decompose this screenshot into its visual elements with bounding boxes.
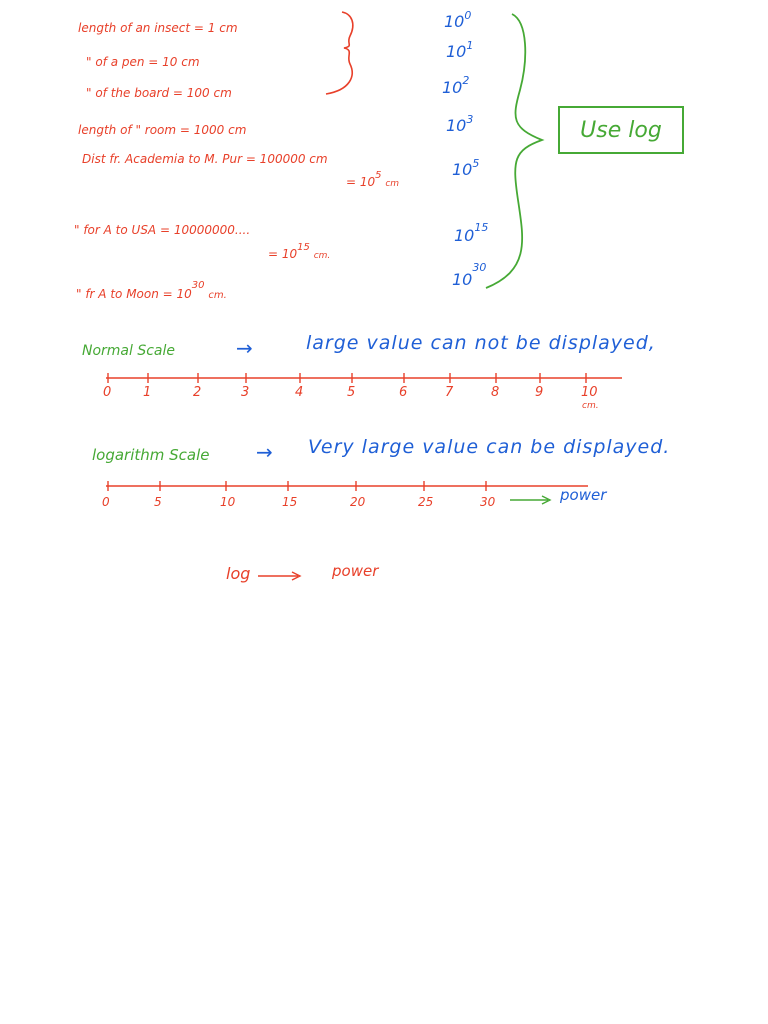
log-tick-label: 10 [220, 495, 236, 509]
row-pen-text: " of a pen = 10 cm [86, 55, 200, 69]
normal-tick-label: 1 [143, 385, 152, 400]
red-brace [326, 12, 353, 94]
normal-scale-arrow: → [236, 336, 253, 360]
normal-tick-label: 4 [295, 385, 304, 400]
log-tick-label: 25 [418, 495, 434, 509]
normal-scale-note: large value can not be displayed, [306, 332, 656, 354]
row-usa-eq-exp: 15 [297, 242, 310, 253]
summary-log: log [226, 564, 251, 583]
log-tick-label: 30 [480, 495, 496, 509]
normal-scale-label: Normal Scale [82, 343, 176, 359]
power-5-base: 10 [452, 160, 473, 179]
row-usa-eq-unit: cm. [313, 251, 331, 261]
log-scale-arrow: → [256, 440, 273, 464]
power-0-base: 10 [444, 12, 465, 31]
row-academia-text: Dist fr. Academia to M. Pur = 100000 cm [82, 152, 328, 166]
normal-tick-label: 6 [399, 385, 408, 400]
log-scale-note: Very large value can be displayed. [308, 436, 671, 458]
normal-tick-label: 5 [347, 385, 356, 400]
power-2-base: 10 [442, 78, 463, 97]
summary-power: power [332, 562, 379, 580]
row-usa-eq-base: = 10 [268, 247, 298, 261]
row-moon-base: " fr A to Moon = 10 [76, 287, 192, 301]
log-tick-label: 20 [350, 495, 366, 509]
row-academia-eq-exp: 5 [375, 170, 382, 181]
power-30-exp: 30 [472, 261, 487, 274]
normal-tick-label: 10 [581, 385, 598, 400]
log-scale-label: logarithm Scale [92, 446, 210, 464]
row-room-text: length of " room = 1000 cm [78, 123, 247, 137]
row-insect-text: length of an insect = 1 cm [78, 21, 238, 35]
normal-tick-label: 0 [103, 385, 112, 400]
power-1-exp: 1 [466, 39, 474, 52]
row-board-text: " of the board = 100 cm [86, 86, 232, 100]
row-moon-unit: cm. [208, 290, 227, 301]
power-2-exp: 2 [462, 74, 470, 87]
power-0-exp: 0 [464, 9, 472, 22]
normal-scale-unit: cm. [582, 401, 599, 411]
power-3-base: 10 [446, 116, 467, 135]
normal-tick-label: 9 [535, 385, 544, 400]
power-15-base: 10 [454, 226, 475, 245]
use-log-text: Use log [580, 117, 662, 143]
log-tick-label: 0 [102, 495, 110, 509]
row-academia-eq-base: = 10 [346, 175, 376, 189]
power-15-exp: 15 [474, 221, 489, 234]
row-moon-exp: 30 [191, 280, 205, 291]
normal-tick-label: 8 [491, 385, 500, 400]
log-tick-label: 15 [282, 495, 298, 509]
power-30-base: 10 [452, 270, 473, 289]
normal-tick-label: 3 [241, 385, 250, 400]
normal-tick-label: 7 [445, 385, 454, 400]
normal-tick-label: 2 [193, 385, 202, 400]
log-scale-end-label: power [560, 486, 607, 504]
power-1-base: 10 [446, 42, 467, 61]
green-brace [486, 14, 542, 288]
power-5-exp: 5 [472, 157, 480, 170]
row-usa-text: " for A to USA = 10000000.... [74, 223, 251, 237]
power-3-exp: 3 [466, 113, 474, 126]
log-tick-label: 5 [154, 495, 162, 509]
row-academia-eq-unit: cm [385, 179, 400, 189]
